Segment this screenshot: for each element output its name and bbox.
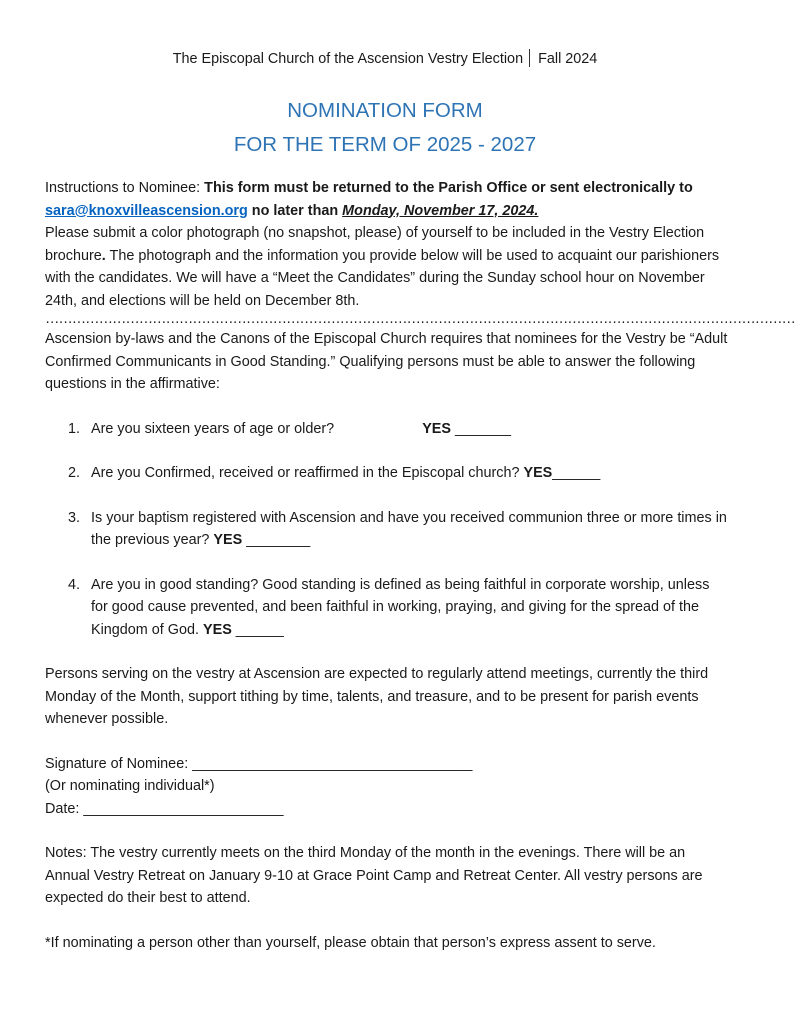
- expectations-paragraph: Persons serving on the vestry at Ascension are expected to regularly attend meetings, currently the third Monday of the Month, support tithing by time, talents, and treasure, and to be present for parish events whenever possible.: [45, 666, 709, 727]
- candidates-info: The photograph and the information you provide below will be used to acquaint our parishioners with the candidates. We will have a “Meet the Candidates” during the Sunday school hour on November 24th, and elections will be held on December 8th.: [45, 247, 720, 309]
- yes-blank[interactable]: ______: [231, 621, 284, 638]
- question-number: 1.: [68, 420, 81, 437]
- question-number: 4.: [68, 576, 81, 593]
- yes-label: YES: [203, 621, 232, 638]
- footnote-paragraph: *If nominating a person other than yourself, please obtain that person’s express assent to serve.: [45, 934, 656, 951]
- instructions-bold-text: This form must be returned to the Parish Office or sent electronically to: [204, 180, 693, 196]
- yes-label: YES: [523, 465, 553, 481]
- email-link[interactable]: sara@knoxvilleascension.org: [45, 202, 248, 219]
- header-organization: The Episcopal Church of the Ascension Vestry Election: [172, 51, 524, 67]
- question-text: Are you in good standing? Good standing is defined as being faithful in corporate worship, unless for good cause prevented, and been faithful in working, praying, and giving for the spread of the Kingdom of God.: [91, 576, 710, 638]
- notes-paragraph: Notes: The vestry currently meets on the third Monday of the month in the evenings. There will be an Annual Vestry Retreat on January 9-10 at Grace Point Camp and Retreat Center. All vestry persons are expected do their best to attend.: [45, 845, 703, 906]
- question-2: [45, 462, 730, 485]
- header-separator: [529, 49, 530, 67]
- header-season: Fall 2024: [538, 51, 598, 67]
- signature-block: [45, 753, 730, 821]
- signature-row: [45, 753, 730, 776]
- signature-label: Signature of Nominee:: [45, 755, 193, 772]
- nominating-note: (Or nominating individual*): [45, 778, 215, 794]
- form-body: [45, 177, 795, 954]
- photo-instructions: Please submit a color photograph (no snapshot, please) of yourself to be included in the Vestry Election brochure: [45, 225, 705, 264]
- form-title: [0, 94, 770, 162]
- question-3: [45, 507, 730, 552]
- instructions-lead: Instructions to Nominee:: [45, 180, 205, 196]
- yes-blank[interactable]: ______: [552, 465, 601, 481]
- instructions-bold-text-2: no later than: [247, 202, 343, 219]
- form-title-line1: NOMINATION FORM: [287, 99, 483, 122]
- date-field[interactable]: _________________________: [83, 800, 284, 817]
- form-title-line2: FOR THE TERM OF 2025 - 2027: [233, 133, 537, 156]
- date-row: [45, 798, 730, 821]
- deadline-date: Monday, November 17, 2024.: [342, 202, 539, 219]
- yes-label: YES: [422, 420, 451, 437]
- bylaws-paragraph: Ascension by-laws and the Canons of the Episcopal Church requires that nominees for the Vestry be “Adult Confirmed Communicants in Good Standing.” Qualifying persons must be able to answer the following questions in the affirmative:: [45, 331, 728, 392]
- page-header: [0, 49, 770, 69]
- yes-blank[interactable]: _______: [450, 420, 512, 437]
- instructions-paragraph: [45, 177, 730, 312]
- date-label: Date:: [45, 800, 84, 817]
- yes-blank[interactable]: ________: [242, 532, 311, 548]
- question-number: 2.: [68, 465, 81, 481]
- question-text: Is your baptism registered with Ascension and have you received communion three or more times in the previous year?: [91, 509, 727, 548]
- dotted-divider: ……………………………………………………………………………………………………………………………………………………: [45, 311, 795, 327]
- question-1: [45, 418, 730, 441]
- question-text: Are you Confirmed, received or reaffirmed in the Episcopal church?: [91, 465, 524, 481]
- signature-field[interactable]: ___________________________________: [192, 755, 473, 772]
- question-number: 3.: [68, 509, 81, 526]
- question-4: [45, 574, 730, 642]
- photo-instructions-period: .: [101, 247, 106, 264]
- question-text: Are you sixteen years of age or older?: [91, 420, 335, 437]
- yes-label: YES: [213, 532, 243, 548]
